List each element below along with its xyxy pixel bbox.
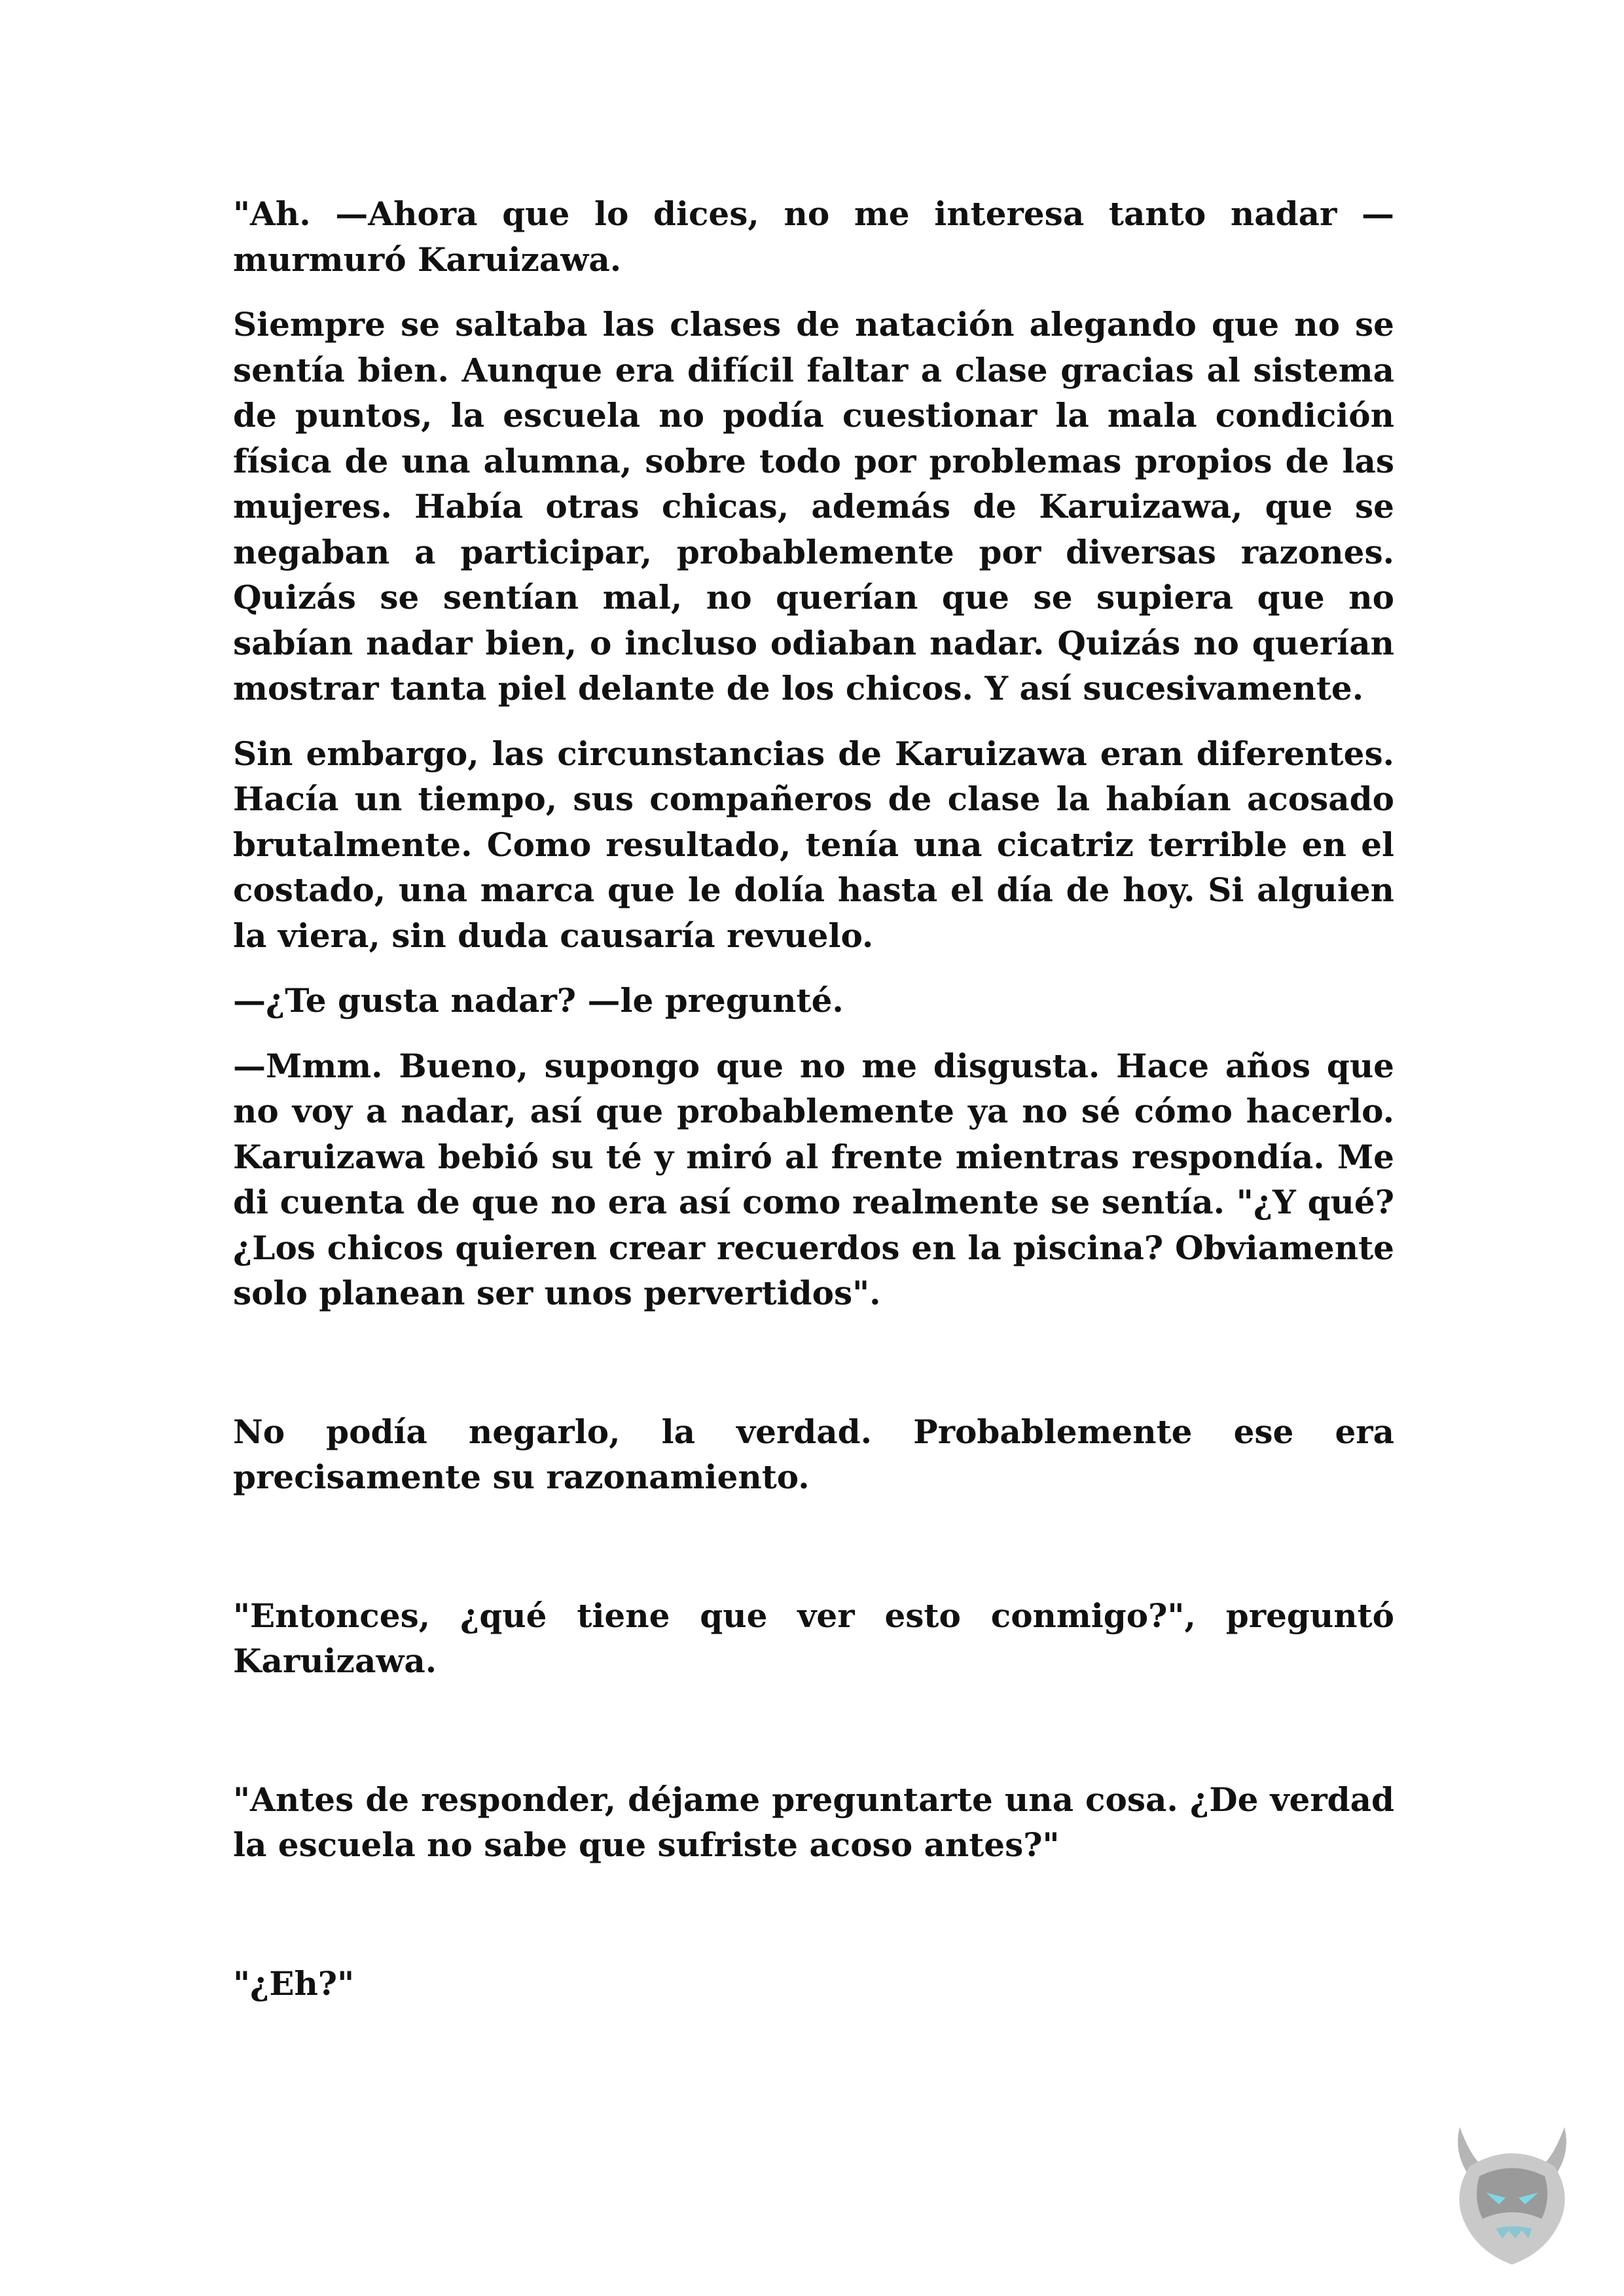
paragraph-8: "Antes de responder, déjame preguntarte una cosa. ¿De verdad la escuela no sabe que sufriste acoso antes?": [233, 1780, 1394, 1864]
paragraph-3: Sin embargo, las circunstancias de Karuizawa eran diferentes. Hacía un tiempo, sus compañeros de clase la habían acosado brutalmente. Como resultado, tenía una cicatriz terrible en el costado, una marca que le dolía hasta el día de hoy. Si alguien la viera, sin duda causaría revuelo.: [233, 734, 1394, 955]
paragraph-2: Siempre se saltaba las clases de natación alegando que no se sentía bien. Aunque era difícil faltar a clase gracias al sistema de puntos, la escuela no podía cuestionar la mala condición física de una alumna, sobre todo por problemas propios de las mujeres. Había otras chicas, además de Karuizawa, que se negaban a participar, probablemente por diversas razones. Quizás se sentían mal, no querían que se supiera que no sabían nadar bien, o incluso odiaban nadar. Quizás no querían mostrar tanta piel delante de los chicos. Y así sucesivamente.: [233, 305, 1394, 708]
paragraph-6: No podía negarlo, la verdad. Probablemente ese era precisamente su razonamiento.: [233, 1412, 1394, 1496]
paragraph-1: "Ah. —Ahora que lo dices, no me interesa tanto nadar — murmuró Karuizawa.: [233, 194, 1394, 279]
paragraph-5: —Mmm. Bueno, supongo que no me disgusta. Hace años que no voy a nadar, así que probablemente ya no sé cómo hacerlo. Karuizawa bebió su té y miró al frente mientras respondía. Me di cuenta de que no era así como realmente se sentía. "¿Y qué? ¿Los chicos quieren crear recuerdos en la piscina? Obviamente solo planean ser unos pervertidos".: [233, 1046, 1394, 1312]
paragraph-7: "Entonces, ¿qué tiene que ver esto conmigo?", preguntó Karuizawa.: [233, 1596, 1394, 1680]
paragraph-9: "¿Eh?": [233, 1964, 355, 2003]
document-body: [233, 191, 1394, 2006]
demon-head-logo-icon: [1434, 2114, 1591, 2271]
paragraph-4: —¿Te gusta nadar? —le pregunté.: [233, 981, 844, 1020]
